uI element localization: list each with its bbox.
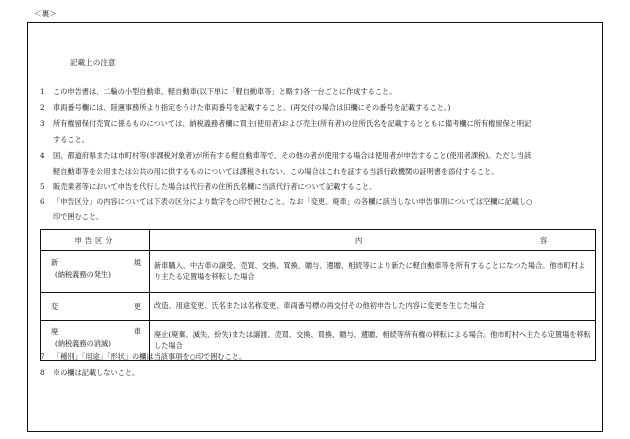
category-cell: [41, 293, 150, 321]
content-cell: 廃止(廃棄、滅失、紛失)または譲渡、売買、交換、買換、贈与、遺贈、相続等所有権の移転による場合。他市町村へ主たる定置場を移転した場合: [150, 321, 596, 361]
note-number: 1: [40, 87, 45, 96]
note-text: 販売業者等において申告を代行した場合は代行者の住所氏名欄に当該代行者について記載すること。: [53, 182, 377, 191]
category-char-a: 新: [51, 257, 59, 267]
note-number: 6: [40, 197, 45, 206]
note-number: 4: [40, 151, 45, 160]
note-item-6-continued: [40, 212, 596, 221]
category-sub: (納税義務の消滅): [55, 338, 111, 348]
note-number: 8: [40, 368, 45, 377]
note-item-4-continued: [40, 167, 596, 176]
note-text: ※の欄は記載しないこと。: [53, 368, 140, 377]
category-char-a: 廃: [51, 326, 59, 336]
note-item-2: [40, 103, 596, 112]
note-item-3: [40, 119, 596, 128]
category-char-b: 車: [133, 326, 141, 336]
reverse-side-label: ＜裏＞: [34, 9, 57, 18]
header-content-char-a: 内: [355, 236, 363, 245]
table-header-row: [41, 230, 596, 251]
table-row: [41, 293, 596, 321]
table-row: [41, 251, 596, 293]
note-text: 「種別」「用途」「形状」の欄は当該事項を○印で囲むこと。: [53, 352, 247, 361]
note-number: 2: [40, 103, 45, 112]
note-item-1: [40, 87, 596, 96]
header-content-char-b: 容: [540, 236, 548, 245]
note-item-8: [40, 368, 596, 377]
note-item-3-continued: [40, 135, 596, 144]
note-text: 「申告区分」の内容については下表の区分により数字を○印で囲むこと。なお「変更、廃車」の各欄に該当しない申告事項については空欄に記載し○: [53, 197, 533, 206]
note-text: 軽自動車等を公用または公共の用に供するものについては課税されない。この場合はこれを証する当該行政機関の証明書を添付すること。: [53, 167, 499, 176]
notes-heading: 記載上の注意: [70, 58, 116, 67]
note-number: 7: [40, 352, 45, 361]
category-char-b: 規: [133, 257, 141, 267]
content-cell: 改造、用途変更、氏名または名称変更、車両番号標の再交付その他初申告した内容に変更を生じた場合: [150, 293, 596, 321]
header-content: [150, 230, 596, 251]
note-item-4: [40, 151, 596, 160]
note-text: 所有権留保付売買に係るものについては、納税義務者欄に買主(使用者)および売主(所有者)の住所氏名を記載するとともに備考欄に所有権留保と明記: [53, 119, 532, 128]
note-text: この申告書は、二輪の小型自動車、軽自動車(以下単に「軽自動車等」と略す)各一台ごとに作成すること。: [53, 87, 397, 96]
note-text: 車両番号欄には、陸運事務所より指定をうけた車両番号を記載すること。(再交付の場合は旧欄にその番号を記載すること。): [53, 103, 451, 112]
category-char-a: 変: [51, 301, 59, 311]
note-text: 印で囲むこと。: [53, 212, 104, 221]
note-item-7: [40, 352, 596, 361]
note-text: 国、都道府県または市町村等(非課税対象者)が所有する軽自動車等で、その他の者が使用する場合は使用者が申告すること(使用者課税)。ただし当該: [53, 151, 532, 160]
category-char-b: 更: [133, 301, 141, 311]
note-text: すること。: [53, 135, 89, 144]
note-item-5: [40, 182, 596, 191]
note-item-6: [40, 197, 596, 206]
content-cell: 新車購入、中古車の譲受、売買、交換、買換、贈与、遺贈、相続等により新たに軽自動車等を所有することになつた場合。他市町村より主たる定置場を移転した場合: [150, 251, 596, 293]
header-category: 申告区分: [41, 230, 150, 251]
note-number: 3: [40, 119, 45, 128]
declaration-category-table: [40, 229, 596, 361]
category-sub: (納税義務の発生): [55, 269, 111, 279]
note-number: 5: [40, 182, 45, 191]
category-cell: [41, 251, 150, 293]
